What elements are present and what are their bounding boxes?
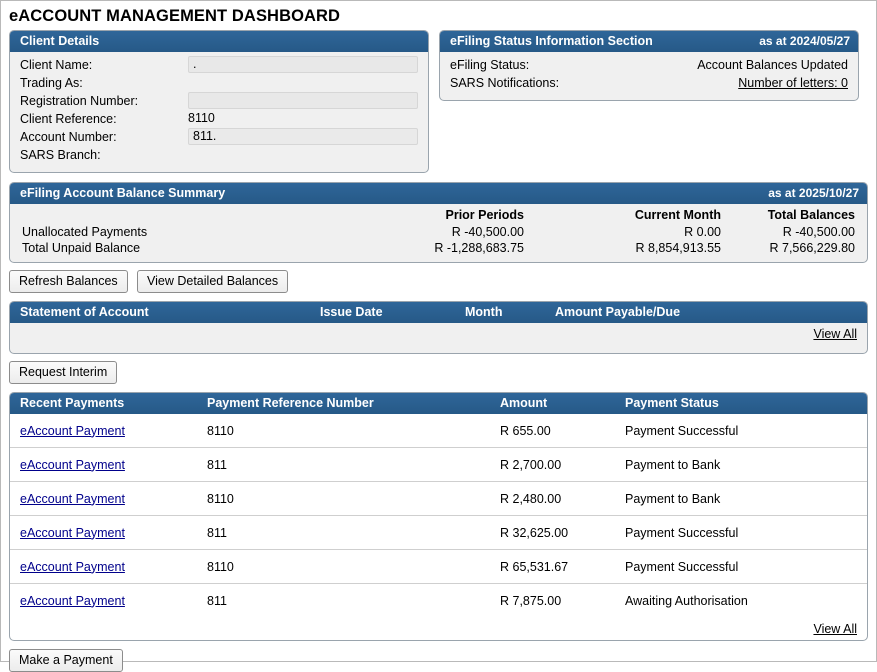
recent-payments-view-all-link[interactable]: View All [813, 622, 857, 636]
soa-view-all-link[interactable]: View All [813, 327, 857, 341]
total-unpaid-balance-current: R 8,854,913.55 [635, 241, 721, 255]
balance-actions-row [1, 263, 876, 293]
client-name-value: . [188, 56, 418, 73]
total-unpaid-balance-total: R 7,566,229.80 [769, 241, 855, 255]
client-name-row [20, 56, 418, 73]
sars-notifications-value [640, 76, 848, 90]
account-number-row [20, 128, 418, 145]
balance-summary-body [10, 204, 867, 262]
table-row [10, 448, 867, 482]
sars-notifications-label: SARS Notifications: [450, 76, 560, 90]
statement-of-account-header [10, 302, 867, 323]
payment-reference-cell: 8110 [207, 423, 234, 438]
table-row [10, 584, 867, 617]
refresh-balances-button[interactable]: Refresh Balances [9, 270, 128, 293]
balance-col-3: Total Balances [767, 208, 855, 222]
recent-payments-header [10, 393, 867, 414]
sars-branch-label: SARS Branch: [20, 147, 101, 162]
number-of-letters-link[interactable]: Number of letters: 0 [738, 76, 848, 90]
balance-col-1: Prior Periods [445, 208, 524, 222]
client-details-header [10, 31, 428, 52]
payment-link-cell [20, 560, 207, 574]
eaccount-payment-link[interactable]: eAccount Payment [20, 457, 125, 472]
soa-col-1: Issue Date [320, 305, 383, 319]
eaccount-payment-link[interactable]: eAccount Payment [20, 559, 125, 574]
payment-link-cell [20, 526, 207, 540]
efiling-status-value: Account Balances Updated [697, 58, 848, 72]
sars-branch-value [188, 147, 418, 162]
table-row [16, 240, 861, 256]
account-number-label: Account Number: [20, 129, 117, 144]
balance-summary-as-at: as at 2025/10/27 [768, 186, 859, 200]
table-row [10, 482, 867, 516]
efiling-status-label: eFiling Status: [450, 58, 530, 72]
recent-payments-footer [10, 617, 867, 640]
total-unpaid-balance-prior: R -1,288,683.75 [434, 241, 524, 255]
balance-col-2: Current Month [634, 208, 721, 222]
efiling-status-as-at: as at 2024/05/27 [759, 34, 850, 48]
client-details-panel [9, 30, 429, 173]
account-number-value: 811. [188, 128, 418, 145]
payment-reference-cell: 811 [207, 457, 227, 472]
payment-reference-cell: 8110 [207, 491, 234, 506]
rp-col-1: Payment Reference Number [207, 396, 374, 410]
payment-reference-cell: 811 [207, 525, 227, 540]
payment-status-cell: Payment Successful [625, 559, 739, 574]
total-unpaid-balance-label: Total Unpaid Balance [22, 241, 141, 255]
statement-of-account-panel [9, 301, 868, 354]
payment-amount-cell: R 2,480.00 [500, 491, 562, 506]
table-row [10, 414, 867, 448]
payment-status-cell: Payment Successful [625, 423, 739, 438]
table-row [16, 224, 861, 240]
eaccount-payment-link[interactable]: eAccount Payment [20, 593, 125, 608]
payment-status-cell: Payment to Bank [625, 457, 721, 472]
rp-col-0: Recent Payments [20, 396, 125, 410]
balance-summary-header-row [16, 206, 861, 224]
eaccount-payment-link[interactable]: eAccount Payment [20, 423, 125, 438]
payment-amount-cell: R 32,625.00 [500, 525, 569, 540]
client-details-body [10, 52, 428, 172]
efiling-status-title: eFiling Status Information Section [450, 34, 653, 48]
rp-col-3: Payment Status [625, 396, 719, 410]
soa-col-0: Statement of Account [20, 305, 149, 319]
balance-summary-header [10, 183, 867, 204]
balance-summary-title: eFiling Account Balance Summary [20, 186, 226, 200]
efiling-status-header [440, 31, 858, 52]
balance-summary-table [16, 206, 861, 256]
make-a-payment-button[interactable]: Make a Payment [9, 649, 123, 672]
unallocated-payments-total: R -40,500.00 [782, 225, 855, 239]
trading-as-row [20, 74, 418, 91]
trading-as-value [188, 75, 418, 90]
payment-reference-cell: 811 [207, 593, 227, 608]
efiling-status-panel [439, 30, 859, 101]
eaccount-payment-link[interactable]: eAccount Payment [20, 525, 125, 540]
top-panels-row [1, 30, 876, 173]
trading-as-label: Trading As: [20, 75, 83, 90]
registration-number-value [188, 92, 418, 109]
page-title: eACCOUNT MANAGEMENT DASHBOARD [9, 7, 341, 25]
unallocated-payments-current: R 0.00 [684, 225, 721, 239]
efiling-status-body [440, 52, 858, 100]
payment-amount-cell: R 65,531.67 [500, 559, 569, 574]
sars-notifications-row [450, 74, 848, 92]
payment-reference-cell: 8110 [207, 559, 234, 574]
table-row [10, 516, 867, 550]
payment-amount-cell: R 2,700.00 [500, 457, 562, 472]
client-reference-row [20, 110, 418, 127]
table-row [10, 550, 867, 584]
registration-number-label: Registration Number: [20, 93, 139, 108]
client-reference-value: 8110 [188, 111, 215, 125]
rp-col-2: Amount [500, 396, 548, 410]
unallocated-payments-prior: R -40,500.00 [451, 225, 524, 239]
payment-status-cell: Payment to Bank [625, 491, 721, 506]
registration-number-row [20, 92, 418, 109]
recent-payments-panel [9, 392, 868, 641]
balance-summary-panel [9, 182, 868, 263]
payment-amount-cell: R 655.00 [500, 423, 551, 438]
payment-status-cell: Payment Successful [625, 525, 739, 540]
eaccount-payment-link[interactable]: eAccount Payment [20, 491, 125, 506]
payment-status-cell: Awaiting Authorisation [625, 593, 748, 608]
payment-amount-cell: R 7,875.00 [500, 593, 562, 608]
balance-col-0 [16, 206, 328, 224]
payment-actions-row [1, 641, 876, 672]
sars-branch-row [20, 146, 418, 163]
payment-link-cell [20, 594, 207, 608]
client-reference-label: Client Reference: [20, 111, 117, 126]
unallocated-payments-label: Unallocated Payments [22, 225, 148, 239]
payment-link-cell [20, 458, 207, 472]
client-details-title: Client Details [20, 34, 100, 48]
payment-link-cell [20, 424, 207, 438]
efiling-status-row [450, 56, 848, 74]
soa-col-3: Amount Payable/Due [555, 305, 681, 319]
payment-link-cell [20, 492, 207, 506]
statement-of-account-body [10, 323, 867, 353]
statement-actions-row [1, 354, 876, 384]
soa-col-2: Month [465, 305, 503, 319]
view-detailed-balances-button[interactable]: View Detailed Balances [137, 270, 288, 293]
request-interim-button[interactable]: Request Interim [9, 361, 117, 384]
client-name-label: Client Name: [20, 57, 93, 72]
